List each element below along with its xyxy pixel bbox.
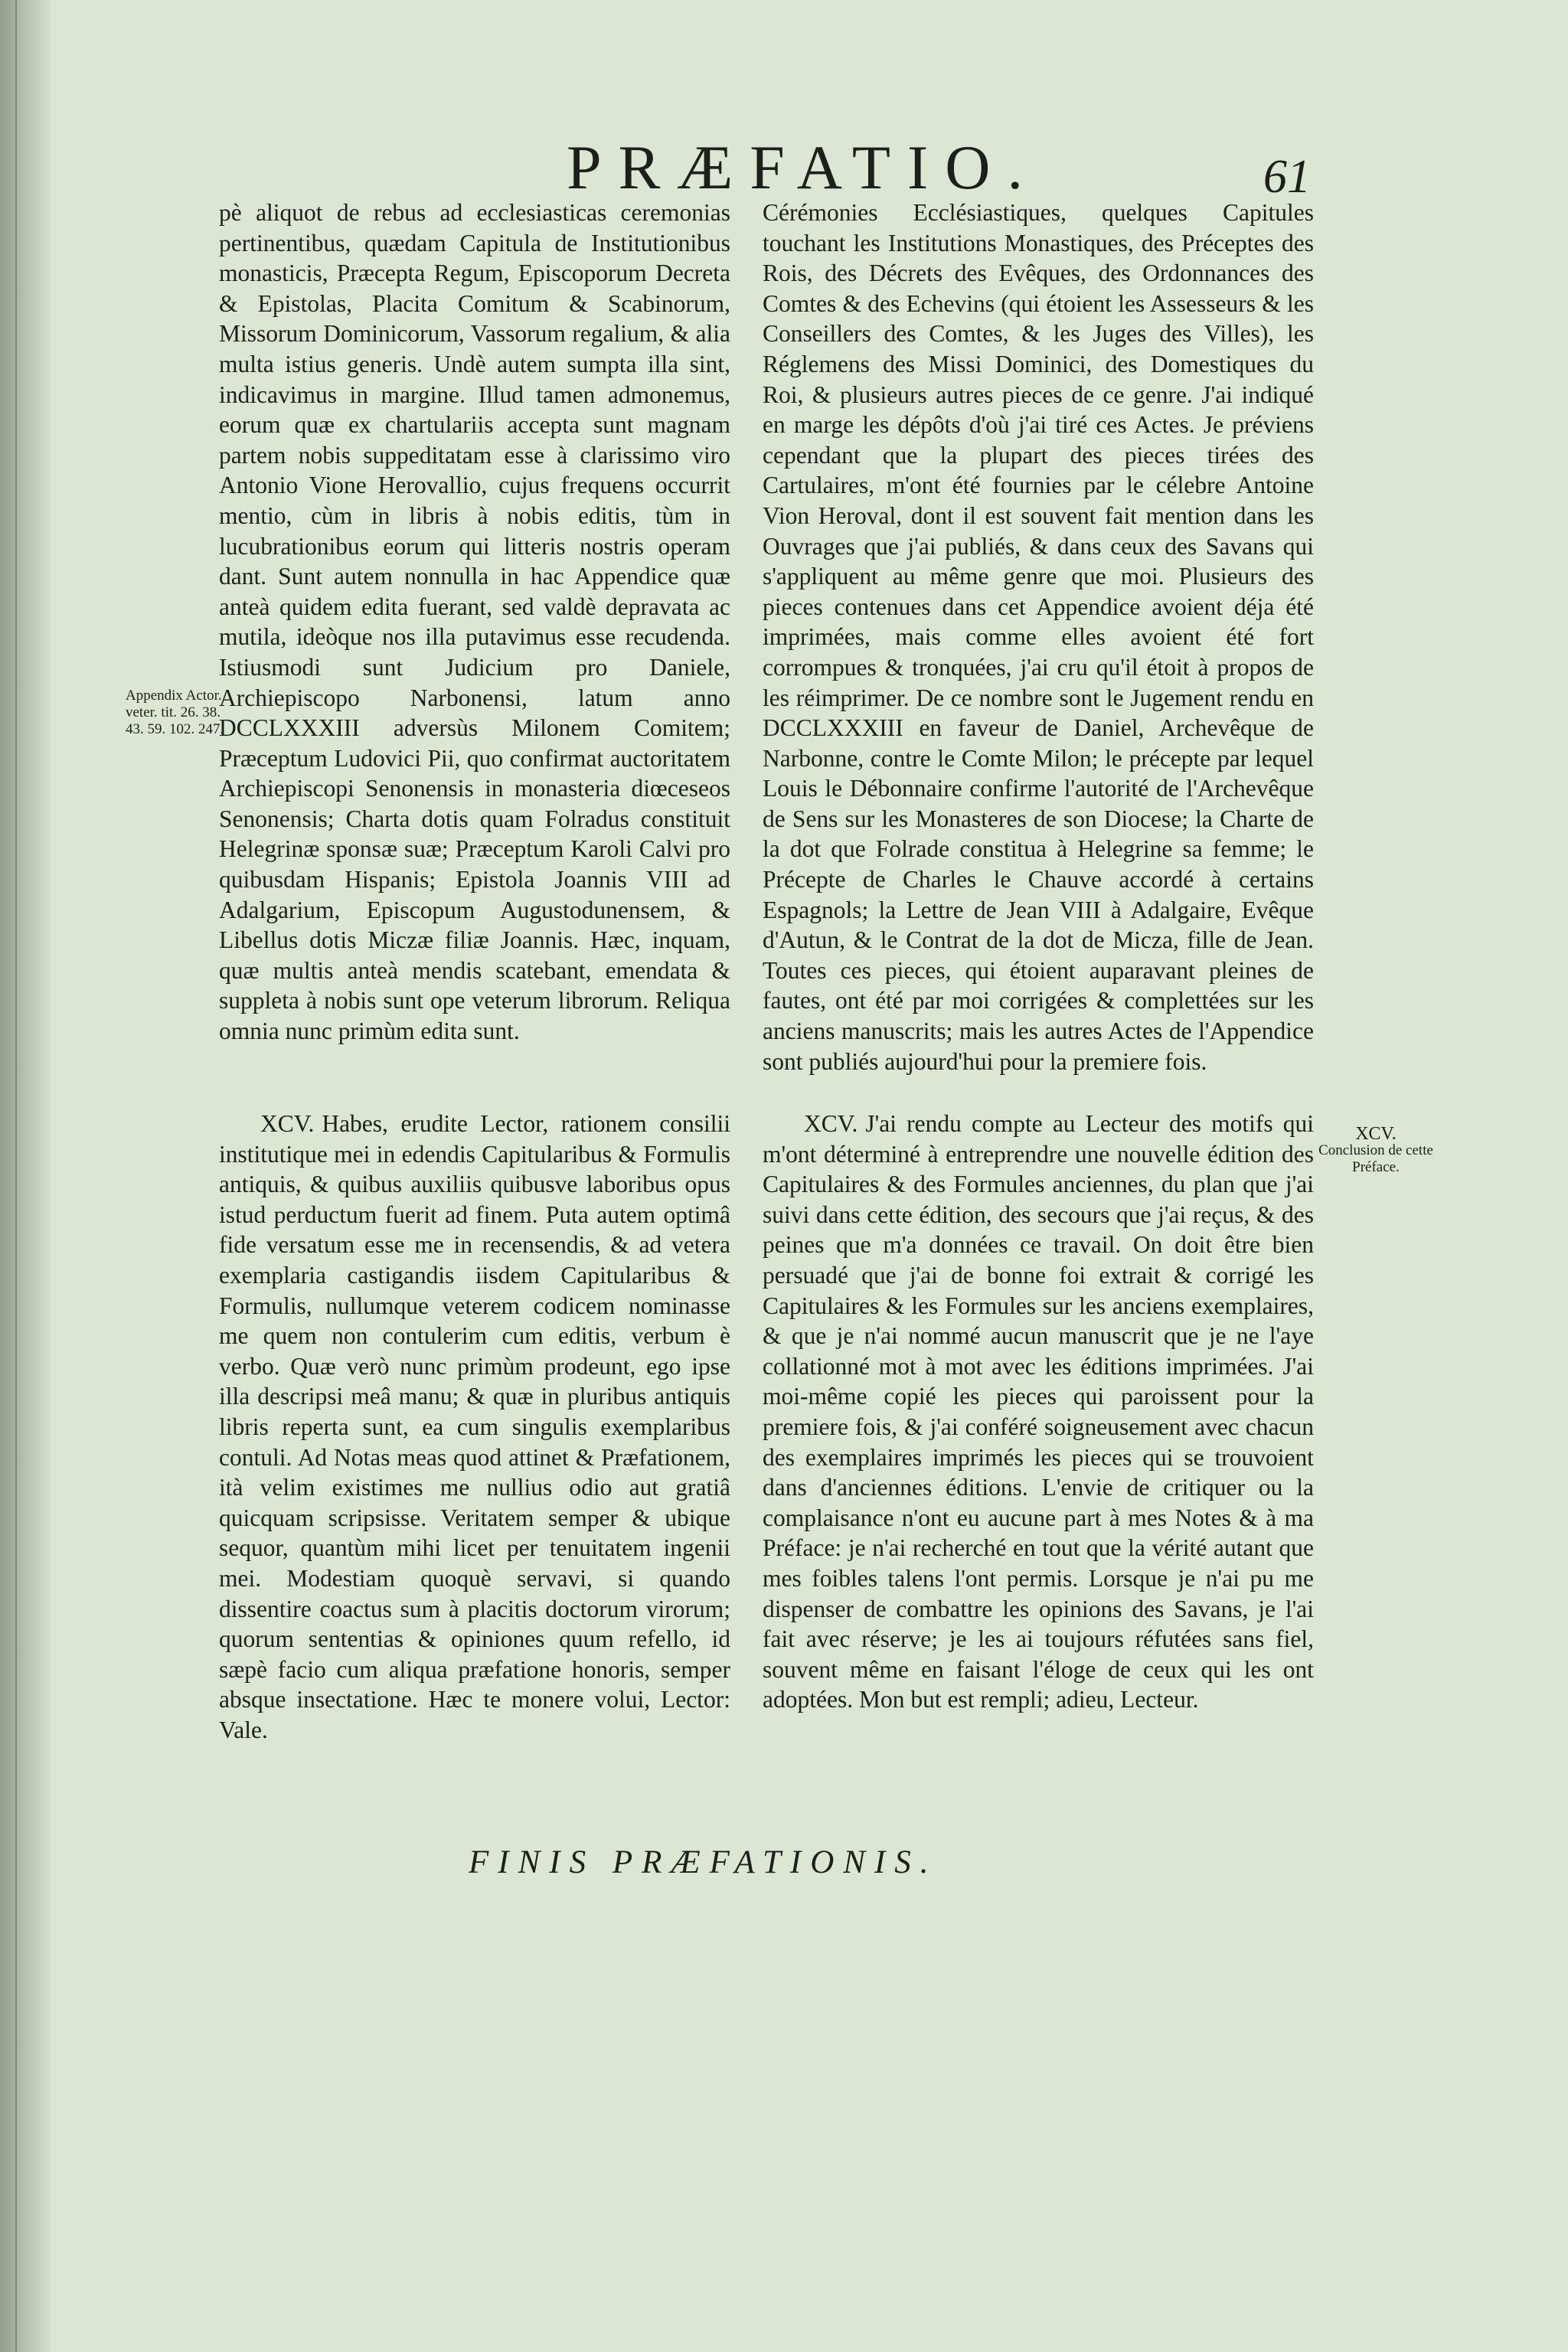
left-margin-note: Appendix Actor. veter. tit. 26. 38. 43. 59. 102. 247. xyxy=(126,688,224,737)
book-gutter-edge xyxy=(0,0,51,2352)
right-margin-note xyxy=(1318,1125,1433,1176)
running-title: PRÆFATIO. xyxy=(567,132,1040,202)
french-column xyxy=(763,198,1314,1713)
latin-section-95 xyxy=(219,1109,730,1745)
latin-column xyxy=(219,198,730,1743)
french-paragraph-1: Cérémonies Ecclésiastiques, quelques Capitules touchant les Institutions Monastiques, des Préceptes des Rois, des Décrets des Evêques, des Ordonnances des Comtes & des Echevins (qui étoient les Assesseurs & les Conseillers des Comtes, & les Juges des Villes), les Réglemens des Missi Dominici, des Domestiques du Roi, & plusieurs autres pieces de ce genre. J'ai indiqué en marge les dépôts d'où j'ai tiré ces Actes. Je préviens cependant que la plupart des pieces tirées des Cartulaires, m'ont été fournies par le célebre Antoine Vion Heroval, dont il est souvent fait mention dans les Ouvrages que j'ai publiés, & dans ceux des Savans qui s'appliquent au même genre que moi. Plusieurs des pieces contenues dans cet Appendice avoient déja été imprimées, mais comme elles avoient été fort corrompues & tronquées, j'ai cru qu'il étoit à propos de les réimprimer. De ce nombre sont le Jugement rendu en DCCLXXXIII en faveur de Daniel, Archevêque de Narbonne, contre le Comte Milon; le précepte par lequel Louis le Débonnaire confirme l'autorité de l'Archevêque de Sens sur les Monasteres de son Diocese; la Charte de la dot que Folrade constitua à Helegrine sa femme; le Précepte de Charles le Chauve accordé à certains Espagnols; la Lettre de Jean VIII à Adalgaire, Evêque d'Autun, & le Contrat de la dot de Micza, fille de Jean. Toutes ces pieces, qui étoient auparavant pleines de fautes, ont été par moi corrigées & complettées sur les anciens manuscrits; mais les autres Actes de l'Appendice sont publiés aujourd'hui pour la premiere fois. xyxy=(763,199,1314,1075)
page-number: 61 xyxy=(1263,151,1311,203)
french-section-95 xyxy=(763,1109,1314,1715)
latin-section-number: XCV. xyxy=(260,1110,315,1137)
latin-paragraph-2: Habes, erudite Lector, rationem consilii institutique mei in edendis Capitularibus & Formulis antiquis, & quibus auxiliis quibusve laboribus opus istud perductum fuerit ad finem. Puta autem optimâ fide versatum esse me in recensendis, & ad vetera exemplaria castigandis iisdem Capitularibus & Formulis, nullumque veterem codicem nominasse me quem non contulerim cum editis, verbum è verbo. Quæ verò nunc primùm prodeunt, ego ipse illa descripsi meâ manu; & quæ in pluribus antiquis libris reperta sunt, ea cum singulis exemplaribus contuli. Ad Notas meas quod attinet & Præfationem, ità velim existimes me nullius odio aut gratiâ quicquam scripsisse. Veritatem semper & ubique sequor, quantùm mihi licet per tenuitatem ingenii mei. Modestiam quoquè servavi, si quando dissentire coactus sum à placitis doctorum virorum; quorum sententias & opiniones quum refello, id sæpè facio cum aliqua præfatione honoris, semper absque insectatione. Hæc te monere volui, Lector: Vale. xyxy=(219,1110,730,1743)
french-paragraph-1-block xyxy=(763,198,1314,1076)
latin-paragraph-2-wrap xyxy=(219,1109,730,1745)
finis-line: FINIS PRÆFATIONIS. xyxy=(469,1844,938,1880)
right-margin-number: XCV. xyxy=(1355,1124,1396,1144)
french-paragraph-2-wrap xyxy=(763,1109,1314,1715)
latin-paragraph-1-block xyxy=(219,198,730,1047)
latin-paragraph-1: pè aliquot de rebus ad ecclesiasticas ceremonias pertinentibus, quædam Capitula de Institutionibus monasticis, Præcepta Regum, Episcoporum Decreta & Epistolas, Placita Comitum & Scabinorum, Missorum Dominicorum, Vassorum regalium, & alia multa istius generis. Undè autem sumpta illa sint, indicavimus in margine. Illud tamen admonemus, eorum quæ ex chartulariis accepta sunt magnam partem nobis suppeditatam esse à clarissimo viro Antonio Vione Herovallio, cujus frequens occurrit mentio, cùm in libris à nobis editis, tùm in lucubrationibus eorum qui litteris nostris operam dant. Sunt autem nonnulla in hac Appendice quæ anteà quidem edita fuerant, sed valdè depravata ac mutila, ideòque nos illa putavimus esse recudenda. Istiusmodi sunt Judicium pro Daniele, Archiepiscopo Narbonensi, latum anno DCCLXXXIII adversùs Milonem Comitem; Præceptum Ludovici Pii, quo confirmat auctoritatem Archiepiscopi Senonensis in monasteria diœceseos Senonensis; Charta dotis quam Folradus constituit Helegrinæ sponsæ suæ; Præceptum Karoli Calvi pro quibusdam Hispanis; Epistola Joannis VIII ad Adalgarium, Episcopum Augustodunensem, & Libellus dotis Miczæ filiæ Joannis. Hæc, inquam, quæ multis anteà mendis scatebant, emendata & suppleta à nobis sunt ope veterum librorum. Reliqua omnia nunc primùm edita sunt. xyxy=(219,199,730,1045)
right-margin-text: Conclusion de cette Préface. xyxy=(1318,1142,1433,1175)
french-paragraph-2: J'ai rendu compte au Lecteur des motifs qui m'ont déterminé à entreprendre une nouvelle édition des Capitulaires & des Formules anciennes, du plan que j'ai suivi dans cette édition, des secours que j'ai reçus, & des peines que m'a données ce travail. On doit être bien persuadé que j'ai de bonne foi extrait & corrigé les Capitulaires & les Formules sur les anciens exemplaires, & que je n'ai nommé aucun manuscrit que je ne l'aye collationné mot à mot avec les éditions imprimées. J'ai moi-même copié les pieces qui paroissent pour la premiere fois, & j'ai conféré soigneusement avec chacun des exemplaires imprimés les pieces qui se trouvoient dans d'anciennes éditions. L'envie de critiquer ou la complaisance n'ont eu aucune part à mes Notes & à ma Préface: je n'ai recherché en tout que la vérité autant que mes foibles talens l'ont permis. Lorsque je n'ai pu me dispenser de combattre les opinions des Savans, je l'ai fait avec réserve; je les ai toujours réfutées sans fiel, souvent même en faisant l'éloge de ceux qui les ont adoptées. Mon but est rempli; adieu, Lecteur. xyxy=(763,1110,1314,1713)
french-section-number: XCV. xyxy=(804,1110,858,1137)
